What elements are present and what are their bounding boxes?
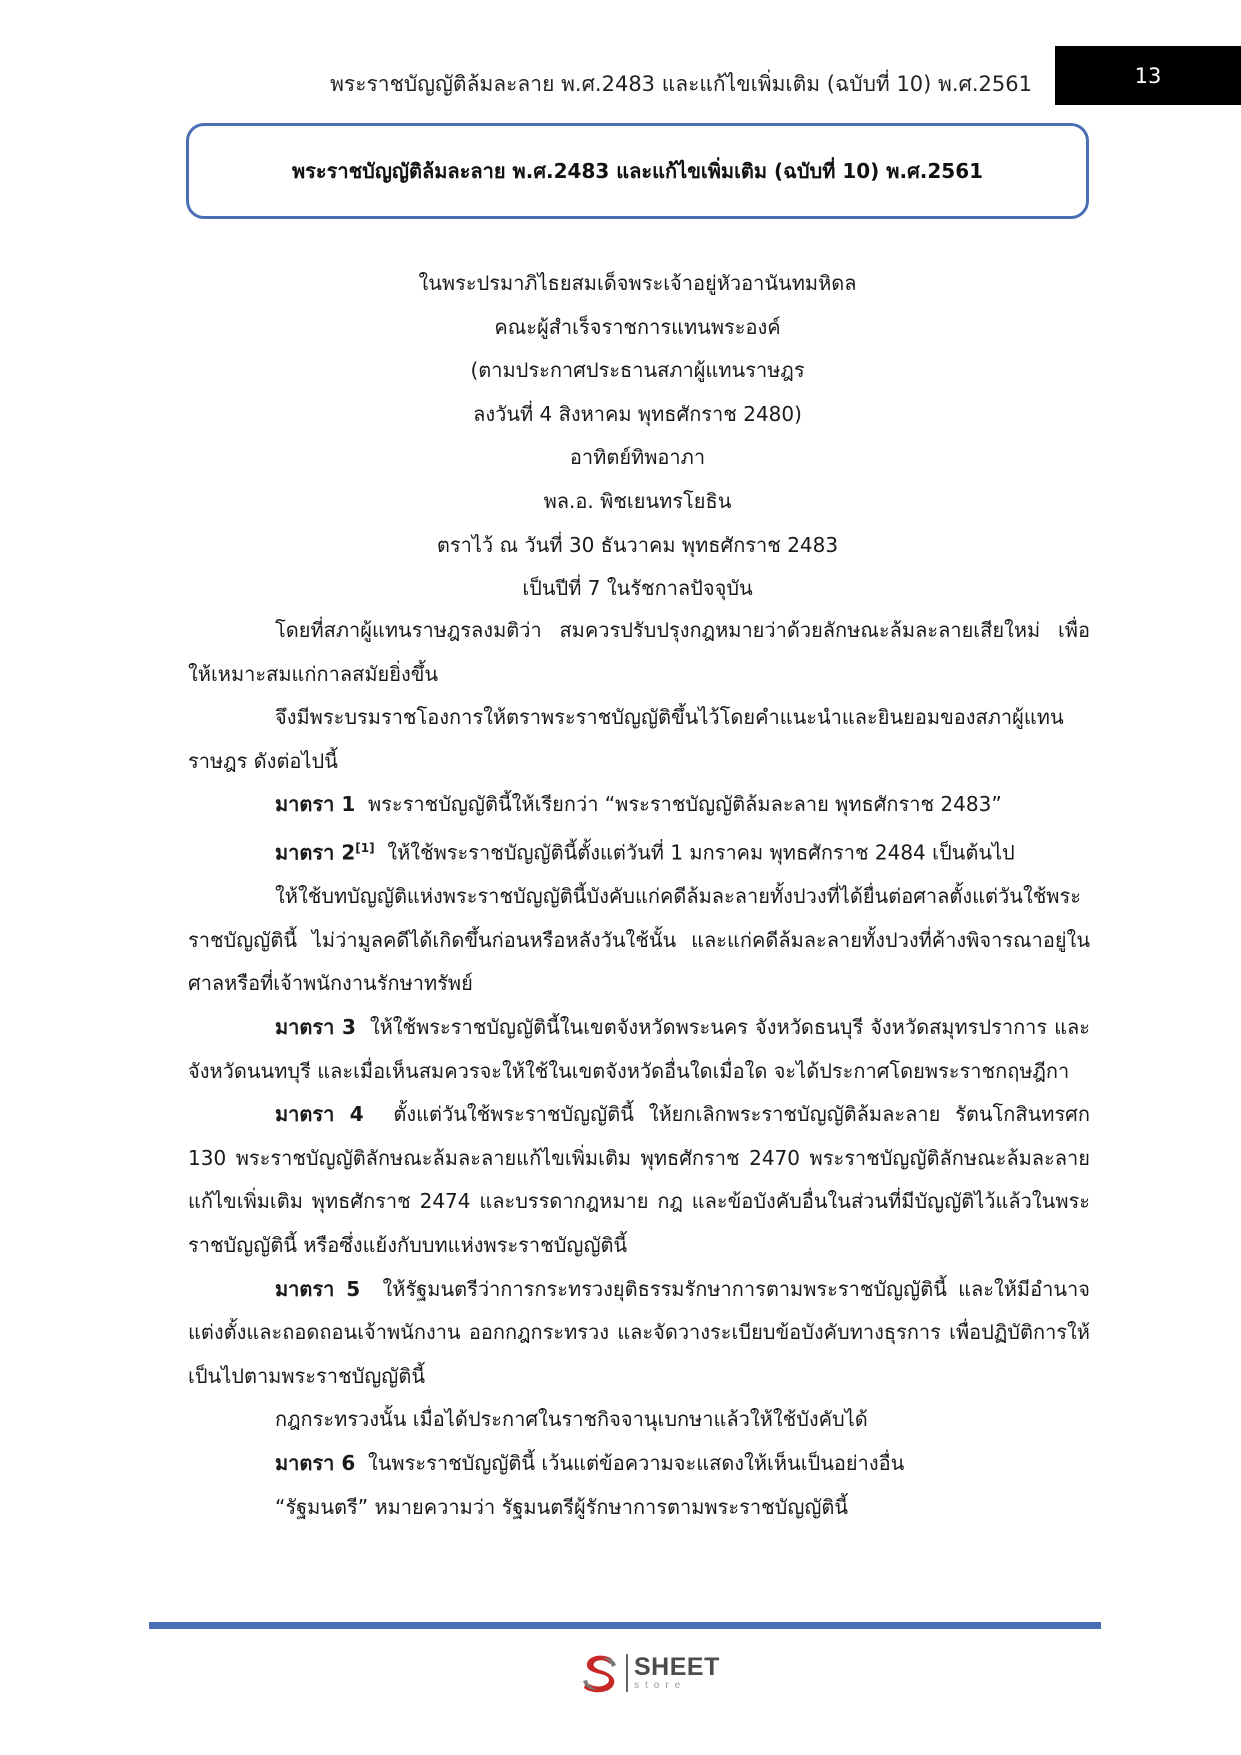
definition-minister: “รัฐมนตรี” หมายความว่า รัฐมนตรีผู้รักษาการตามพระราชบัญญัตินี้	[275, 1494, 849, 1519]
preamble-line: เป็นปีที่ 7 ในรัชกาลปัจจุบัน	[522, 576, 753, 601]
section-6	[188, 1442, 1090, 1486]
logo-s-icon	[578, 1651, 622, 1695]
section-text: ให้รัฐมนตรีว่าการกระทรวงยุติธรรมรักษาการตามพระราชบัญญัตินี้ และให้มีอำนาจแต่งตั้งและถอดถอนเจ้าพนักงาน ออกกฎกระทรวง และจัดวางระเบียบข้อบังคับทางธุรการ เพื่อปฏิบัติการให้เป็นไปตามพระราชบัญญัตินี้	[188, 1276, 1090, 1388]
preamble-line: (ตามประกาศประธานสภาผู้แทนราษฎร	[470, 358, 805, 383]
intro-paragraph: โดยที่สภาผู้แทนราษฎรลงมติว่า สมควรปรับปรุงกฎหมายว่าด้วยลักษณะล้มละลายเสียใหม่ เพื่อให้เหมาะสมแก่กาลสมัยยิ่งขึ้น	[188, 618, 1090, 686]
page-number: 13	[1055, 46, 1241, 105]
preamble-line: คณะผู้สำเร็จราชการแทนพระองค์	[494, 314, 781, 339]
preamble-line: ลงวันที่ 4 สิงหาคม พุทธศักราช 2480)	[473, 401, 802, 426]
enactment-paragraph: จึงมีพระบรมราชโองการให้ตราพระราชบัญญัติขึ้นไว้โดยคำแนะนำและยินยอมของสภาผู้แทนราษฎร ดังต่อไปนี้	[188, 705, 1064, 773]
section-1	[188, 783, 1090, 827]
preamble	[186, 262, 1089, 611]
section-2-paragraph-2: ให้ใช้บทบัญญัติแห่งพระราชบัญญัตินี้บังคับแก่คดีล้มละลายทั้งปวงที่ได้ยื่นต่อศาลตั้งแต่วันใช้พระราชบัญญัตินี้ ไม่ว่ามูลคดีได้เกิดขึ้นก่อนหรือหลังวันใช้นั้น และแก่คดีล้มละลายทั้งปวงที่ค้างพิจารณาอยู่ในศาลหรือที่เจ้าพนักงานรักษาทรัพย์	[188, 884, 1090, 996]
document-title: พระราชบัญญัติล้มละลาย พ.ศ.2483 และแก้ไขเพิ่มเติม (ฉบับที่ 10) พ.ศ.2561	[291, 159, 984, 183]
section-3	[188, 1006, 1090, 1093]
section-label: มาตรา 2	[275, 840, 356, 865]
logo-separator	[626, 1654, 628, 1692]
logo-text	[634, 1655, 720, 1691]
section-2	[188, 827, 1090, 875]
preamble-line: อาทิตย์ทิพอาภา	[569, 445, 706, 470]
section-text: ในพระราชบัญญัตินี้ เว้นแต่ข้อความจะแสดงให้เห็นเป็นอย่างอื่น	[367, 1450, 905, 1475]
running-header: พระราชบัญญัติล้มละลาย พ.ศ.2483 และแก้ไขเพิ่มเติม (ฉบับที่ 10) พ.ศ.2561	[330, 72, 1032, 96]
section-text: พระราชบัญญัตินี้ให้เรียกว่า “พระราชบัญญัติล้มละลาย พุทธศักราช 2483”	[367, 792, 1002, 817]
section-5	[188, 1268, 1090, 1399]
title-box	[186, 123, 1089, 219]
section-label: มาตรา 6	[275, 1450, 356, 1475]
logo-subword: store	[634, 1680, 687, 1691]
footnote-ref[interactable]: [1]	[355, 840, 375, 855]
section-4	[188, 1093, 1090, 1267]
section-text: ให้ใช้พระราชบัญญัตินี้ตั้งแต่วันที่ 1 มกราคม พุทธศักราช 2484 เป็นต้นไป	[387, 840, 1015, 865]
section-label: มาตรา 4	[275, 1102, 364, 1127]
footer-rule	[149, 1622, 1101, 1629]
preamble-line: ตราไว้ ณ วันที่ 30 ธันวาคม พุทธศักราช 2483	[436, 532, 839, 557]
preamble-line: พล.อ. พิชเยนทรโยธิน	[543, 488, 732, 513]
section-label: มาตรา 1	[275, 792, 356, 817]
preamble-line: ในพระปรมาภิไธยสมเด็จพระเจ้าอยู่หัวอานันทมหิดล	[418, 271, 857, 295]
section-text: ให้ใช้พระราชบัญญัตินี้ในเขตจังหวัดพระนคร จังหวัดธนบุรี จังหวัดสมุทรปราการ และจังหวัดนนทบุรี และเมื่อเห็นสมควรจะให้ใช้ในเขตจังหวัดอื่นใดเมื่อใด จะได้ประกาศโดยพระราชกฤษฎีกา	[188, 1015, 1091, 1083]
section-5-paragraph-2: กฎกระทรวงนั้น เมื่อได้ประกาศในราชกิจจานุเบกษาแล้วให้ใช้บังคับได้	[275, 1407, 868, 1432]
logo-word: SHEET	[634, 1653, 720, 1681]
document-body	[188, 609, 1090, 1529]
section-label: มาตรา 3	[275, 1015, 356, 1039]
section-label: มาตรา 5	[275, 1276, 361, 1301]
sheet-store-logo	[578, 1648, 720, 1698]
section-text: ตั้งแต่วันใช้พระราชบัญญัตินี้ ให้ยกเลิกพระราชบัญญัติล้มละลาย รัตนโกสินทรศก 130 พระราชบัญญัติลักษณะล้มละลายแก้ไขเพิ่มเติม พุทธศักราช 2470 พระราชบัญญัติลักษณะล้มละลายแก้ไขเพิ่มเติม พุทธศักราช 2474 และบรรดากฎหมาย กฎ และข้อบังคับอื่นในส่วนที่มีบัญญัติไว้แล้วในพระราชบัญญัตินี้ หรือซึ่งแย้งกับบทแห่งพระราชบัญญัตินี้	[188, 1102, 1090, 1257]
